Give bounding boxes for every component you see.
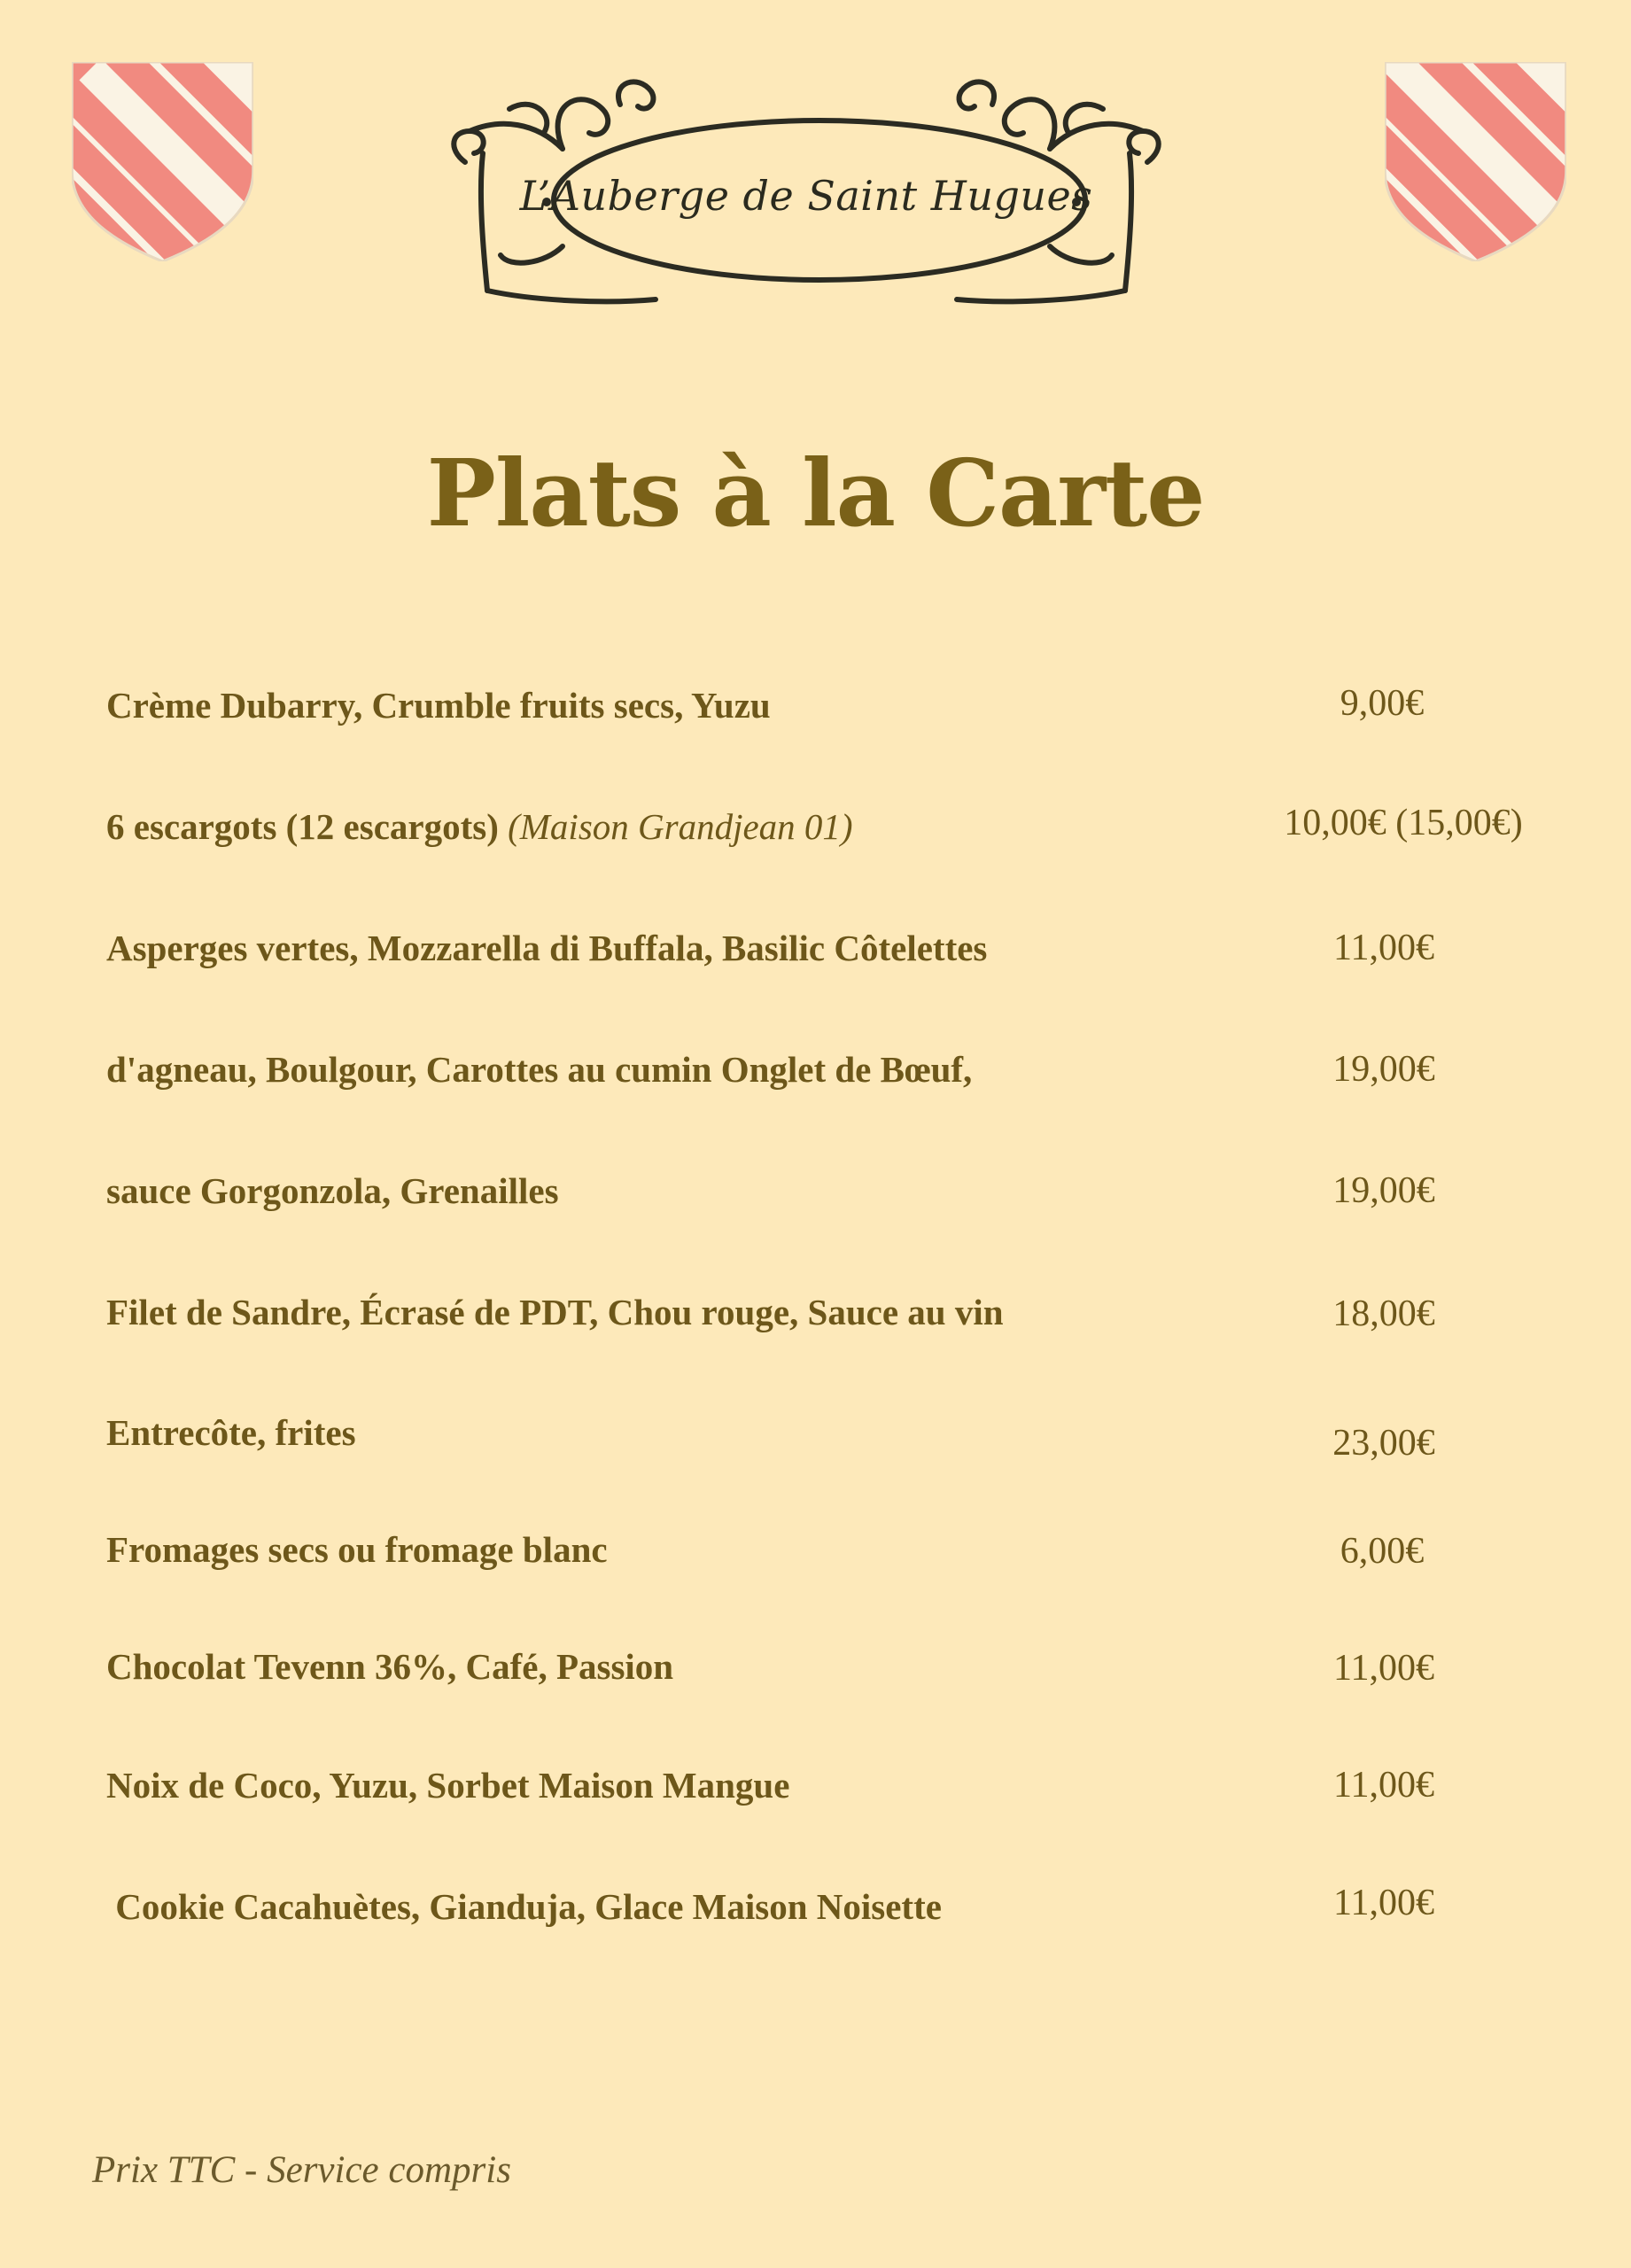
dish-price: 6,00€ <box>1340 1531 1425 1572</box>
dish-name <box>106 684 771 726</box>
dish-price: 9,00€ <box>1340 683 1425 724</box>
dish-price: 23,00€ <box>1332 1423 1435 1464</box>
dish-price: 11,00€ <box>1333 1648 1434 1689</box>
dish-name-text: 6 escargots (12 escargots) <box>106 806 499 847</box>
menu-item <box>0 1048 1631 1110</box>
dish-name-text: Crème Dubarry, Crumble fruits secs, Yuzu <box>106 685 771 726</box>
dish-name-text: Fromages secs ou fromage blanc <box>106 1529 608 1570</box>
dish-name-text: sauce Gorgonzola, Grenailles <box>106 1170 559 1211</box>
dish-name-text: Cookie Cacahuètes, Gianduja, Glace Maison Noisette <box>106 1886 942 1927</box>
menu-item <box>0 1169 1631 1231</box>
dish-name-text: Noix de Coco, Yuzu, Sorbet Maison Mangue <box>106 1765 790 1806</box>
dish-price: 19,00€ <box>1332 1170 1435 1211</box>
menu-item <box>0 805 1631 867</box>
restaurant-name: L’Auberge de Saint Hugues <box>519 172 1093 220</box>
menu-item <box>0 1645 1631 1707</box>
menu-item <box>0 927 1631 989</box>
dish-name-text: Filet de Sandre, Écrasé de PDT, Chou rouge, Sauce au vin <box>106 1292 1004 1332</box>
dish-name <box>106 805 853 848</box>
dish-name-text: Asperges vertes, Mozzarella di Buffala, Basilic Côtelettes <box>106 928 988 968</box>
dish-price: 10,00€ (15,00€) <box>1284 803 1523 843</box>
footer-note: Prix TTC - Service compris <box>92 2149 511 2191</box>
menu-item <box>0 684 1631 746</box>
dish-price: 11,00€ <box>1333 1883 1434 1923</box>
dish-name <box>106 1411 356 1454</box>
coat-of-arms-right-icon <box>1385 62 1566 261</box>
dish-name <box>106 1291 1004 1333</box>
dish-price: 11,00€ <box>1333 928 1434 968</box>
dish-origin: (Maison Grandjean 01) <box>508 806 853 847</box>
menu-item <box>0 1764 1631 1826</box>
dish-price: 11,00€ <box>1333 1765 1434 1806</box>
dish-name-text: Chocolat Tevenn 36%, Café, Passion <box>106 1646 674 1687</box>
dish-name-text: d'agneau, Boulgour, Carottes au cumin Onglet de Bœuf, <box>106 1049 973 1090</box>
page-title: Plats à la Carte <box>426 439 1205 548</box>
dish-price: 19,00€ <box>1332 1049 1435 1090</box>
restaurant-cartouche <box>430 69 1183 317</box>
dish-name <box>106 1528 608 1571</box>
dish-name <box>106 1885 942 1928</box>
menu-item <box>0 1885 1631 1947</box>
dish-name <box>106 1169 559 1212</box>
menu-item <box>0 1528 1631 1590</box>
dish-name-text: Entrecôte, frites <box>106 1412 356 1453</box>
coat-of-arms-left-icon <box>72 62 253 261</box>
dish-name <box>106 927 987 969</box>
menu-item <box>0 1411 1631 1473</box>
dish-name <box>106 1764 789 1806</box>
menu-item <box>0 1291 1631 1353</box>
dish-name <box>106 1645 673 1688</box>
dish-price: 18,00€ <box>1332 1293 1435 1334</box>
dish-name <box>106 1048 972 1091</box>
